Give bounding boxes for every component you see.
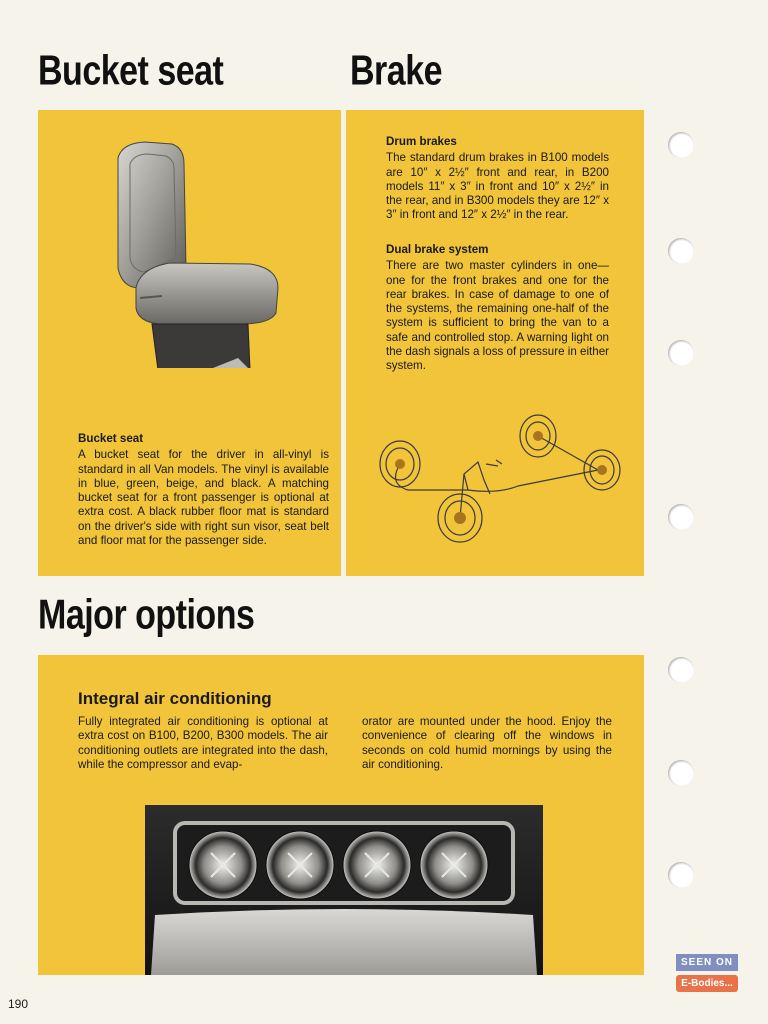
binder-hole xyxy=(668,657,694,683)
dual-brake-body: There are two master cylinders in one—one for the front brakes and one for the rear brakes. In case of damage to one of the systems, the remaining one-half of the system is sufficient to bring the van to a safe and controlled stop. A warning light on the dash signals a loss of pressure in either system. xyxy=(386,259,609,373)
bucket-seat-heading: Bucket seat xyxy=(38,48,224,95)
air-conditioning-text-col2 xyxy=(362,715,612,772)
bucket-seat-text xyxy=(78,432,329,548)
page-number: 190 xyxy=(8,997,29,1011)
badge-line-2: E-Bodies... xyxy=(676,975,738,992)
bucket-seat-illustration xyxy=(100,138,300,368)
dual-brake-title: Dual brake system xyxy=(386,243,489,256)
binder-hole xyxy=(668,132,694,158)
binder-hole xyxy=(668,238,694,264)
binder-hole xyxy=(668,340,694,366)
bucket-seat-panel xyxy=(38,110,341,576)
drum-brakes-title: Drum brakes xyxy=(386,135,457,148)
air-conditioning-body-col2: orator are mounted under the hood. Enjoy the convenience of clearing off the windows in seconds on cold humid mornings by using the air conditioning. xyxy=(362,715,612,771)
badge-line-1: SEEN ON xyxy=(676,954,738,971)
bucket-seat-subtitle: Bucket seat xyxy=(78,432,144,445)
binder-hole xyxy=(668,504,694,530)
air-conditioning-text-col1 xyxy=(78,715,328,772)
bucket-seat-body: A bucket seat for the driver in all-vinyl is standard in all Van models. The vinyl is available in blue, green, beige, and black. A matching bucket seat for a front passenger is optional at extra cost. A black rubber floor mat is standard on the driver's side with right sun visor, seat belt and floor mat for the passenger side. xyxy=(78,448,329,548)
seen-on-ebodies-badge xyxy=(676,954,738,994)
dual-brake-text xyxy=(386,243,609,374)
drum-brakes-text xyxy=(386,135,609,223)
brake-panel xyxy=(346,110,644,576)
binder-hole xyxy=(668,862,694,888)
air-conditioning-panel xyxy=(38,655,644,975)
brake-system-diagram xyxy=(368,404,628,554)
major-options-heading: Major options xyxy=(38,592,255,639)
air-conditioning-title: Integral air conditioning xyxy=(78,689,272,708)
drum-brakes-body: The standard drum brakes in B100 models are 10″ x 2½″ front and rear, in B200 models 11″ x 3″ in front and 10″ x 2½″ in the rear, and in B300 models they are 12″ x 3″ in front and 12″ x 2½″ in the rear. xyxy=(386,151,609,222)
air-conditioning-body-col1: Fully integrated air conditioning is optional at extra cost on B100, B200, B300 models. The air conditioning outlets are integrated into the dash, while the compressor and evap- xyxy=(78,715,328,771)
ac-dash-vents-photo xyxy=(145,805,543,975)
brake-heading: Brake xyxy=(350,48,443,95)
binder-hole xyxy=(668,760,694,786)
